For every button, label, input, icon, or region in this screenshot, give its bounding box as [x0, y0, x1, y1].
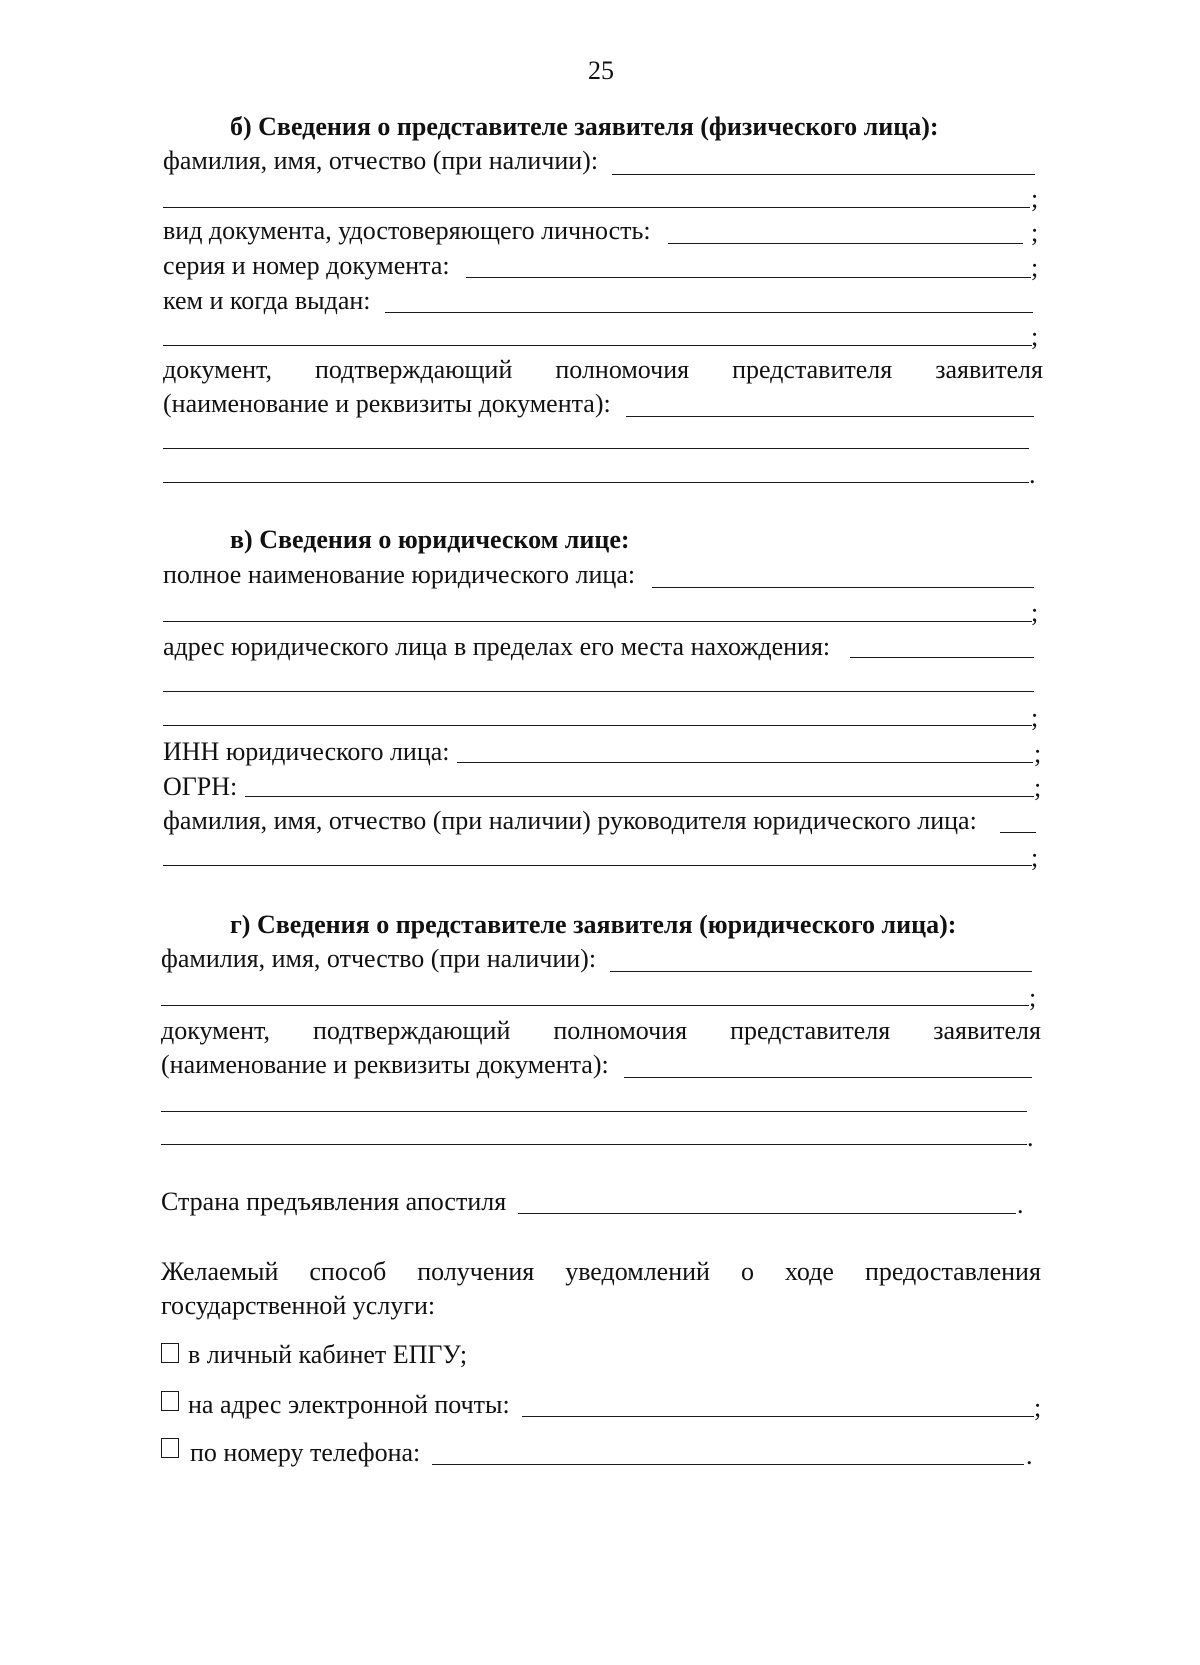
semicolon: ; [1031, 218, 1039, 247]
word: представителя [732, 355, 893, 384]
section-v-address-label: адрес юридического лица в пределах его места нахождения: [163, 632, 831, 661]
word: полномочия [553, 1016, 688, 1045]
section-v-full-name-label: полное наименование юридического лица: [163, 560, 636, 589]
semicolon: ; [1031, 322, 1039, 351]
option-phone-label: по номеру телефона: [190, 1438, 421, 1467]
semicolon: ; [1034, 1393, 1042, 1422]
word: подтверждающий [314, 355, 513, 384]
semicolon: ; [1031, 703, 1039, 732]
section-b-heading: б) Сведения о представителе заявителя (физического лица): [230, 112, 939, 141]
section-g-authority-field-3[interactable] [161, 1144, 1027, 1145]
semicolon: ; [1031, 253, 1039, 282]
section-v-inn-label: ИНН юридического лица: [163, 737, 450, 766]
section-b-authority-field[interactable] [626, 416, 1034, 417]
section-v-address-field-3[interactable] [163, 725, 1032, 726]
word: заявителя [935, 355, 1043, 384]
semicolon: ; [1031, 184, 1039, 213]
section-v-address-field[interactable] [850, 657, 1034, 658]
semicolon: ; [1031, 843, 1039, 872]
section-v-full-name-field[interactable] [652, 587, 1034, 588]
section-b-issued-field-cont[interactable] [163, 345, 1032, 346]
word: заявителя [933, 1016, 1041, 1045]
semicolon: ; [1031, 598, 1039, 627]
section-v-full-name-field-cont[interactable] [163, 621, 1032, 622]
word: предоставления [864, 1257, 1041, 1286]
word: получения [417, 1257, 535, 1286]
section-v-inn-field[interactable] [457, 762, 1033, 763]
word: о [740, 1257, 754, 1286]
section-b-issued-label: кем и когда выдан: [163, 286, 371, 315]
period: . [1026, 1441, 1033, 1470]
word: ходе [784, 1257, 834, 1286]
section-g-authority-line [161, 1016, 1041, 1046]
section-b-doc-type-label: вид документа, удостоверяющего личность: [163, 216, 651, 245]
section-g-fio-field[interactable] [610, 971, 1032, 972]
section-v-heading: в) Сведения о юридическом лице: [230, 525, 630, 554]
section-b-issued-field[interactable] [385, 312, 1033, 313]
semicolon: ; [1034, 773, 1042, 802]
section-g-authority-field-2[interactable] [161, 1111, 1027, 1112]
word: полномочия [555, 355, 690, 384]
section-b-series-field[interactable] [466, 277, 1031, 278]
section-b-authority-line [163, 355, 1043, 385]
section-v-ogrn-label: ОГРН: [163, 772, 238, 801]
section-b-fio-field-cont[interactable] [163, 207, 1030, 208]
section-v-head-fio-field-cont[interactable] [163, 865, 1032, 866]
section-g-authority-field[interactable] [624, 1077, 1032, 1078]
section-v-head-fio-field[interactable] [1000, 832, 1036, 833]
section-b-doc-type-field[interactable] [668, 243, 1023, 244]
checkbox-epgu[interactable] [161, 1343, 179, 1363]
notifications-intro-line [161, 1257, 1041, 1287]
email-field[interactable] [522, 1416, 1034, 1417]
word: способ [309, 1257, 387, 1286]
option-email-label: на адрес электронной почты: [188, 1390, 510, 1419]
period: . [1027, 1123, 1034, 1152]
semicolon: ; [1029, 983, 1037, 1012]
checkbox-phone[interactable] [161, 1438, 179, 1458]
section-v-head-fio-label: фамилия, имя, отчество (при наличии) руководителя юридического лица: [163, 806, 977, 835]
notifications-intro-line2: государственной услуги: [161, 1291, 436, 1320]
page-number: 25 [588, 56, 614, 85]
checkbox-email[interactable] [161, 1391, 179, 1411]
period: . [1017, 1190, 1024, 1219]
section-g-fio-field-cont[interactable] [161, 1005, 1029, 1006]
section-b-authority-field-2[interactable] [163, 448, 1029, 449]
word: документ, [163, 355, 272, 384]
word: уведомлений [565, 1257, 710, 1286]
period: . [1029, 460, 1036, 489]
word: документ, [161, 1016, 270, 1045]
option-epgu-label: в личный кабинет ЕПГУ; [188, 1340, 468, 1369]
section-v-address-field-2[interactable] [163, 691, 1034, 692]
apostille-label: Страна предъявления апостиля [161, 1187, 507, 1216]
section-b-fio-label: фамилия, имя, отчество (при наличии): [163, 146, 599, 175]
section-b-series-label: серия и номер документа: [163, 251, 450, 280]
section-v-ogrn-field[interactable] [245, 796, 1034, 797]
word: представителя [730, 1016, 891, 1045]
semicolon: ; [1034, 739, 1042, 768]
section-g-authority-label: (наименование и реквизиты документа): [161, 1050, 609, 1079]
word: подтверждающий [312, 1016, 511, 1045]
section-b-authority-label: (наименование и реквизиты документа): [163, 389, 611, 418]
phone-field[interactable] [432, 1464, 1024, 1465]
section-b-fio-field[interactable] [612, 174, 1035, 175]
section-b-authority-field-3[interactable] [163, 482, 1029, 483]
word: Желаемый [161, 1257, 279, 1286]
apostille-country-field[interactable] [518, 1213, 1016, 1214]
section-g-heading: г) Сведения о представителе заявителя (юридического лица): [230, 910, 957, 939]
section-g-fio-label: фамилия, имя, отчество (при наличии): [161, 944, 597, 973]
